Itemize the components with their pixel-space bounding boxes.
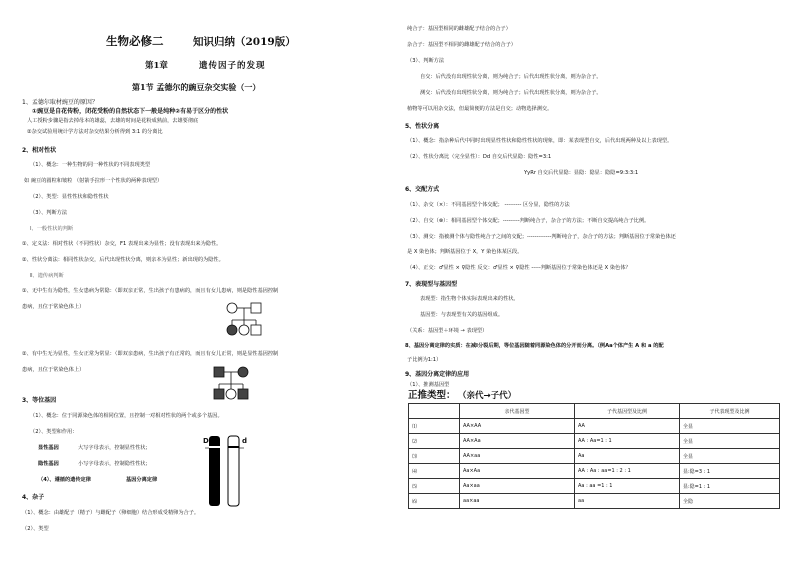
section-heading: 9、基因分离定律的应用 bbox=[405, 371, 470, 378]
table-cell: AA : Aa : aa=1 : 2 : 1 bbox=[575, 464, 680, 479]
table-header-row bbox=[409, 404, 780, 419]
table-cell: aa×aa bbox=[460, 494, 575, 509]
table-cell: 全显 bbox=[680, 419, 780, 434]
doc-title: 生物必修二 bbox=[106, 34, 164, 48]
table-cell: AA×Aa bbox=[460, 434, 575, 449]
term-law: 基因分离定律 bbox=[126, 477, 158, 483]
table-header: 子代表现型及比例 bbox=[680, 404, 780, 419]
table-cell: aa bbox=[575, 494, 680, 509]
text-line: 是 X 染色体；判断基因位于 X，Y 染色体某区段。 bbox=[407, 249, 523, 255]
table-cell: 全隐 bbox=[680, 494, 780, 509]
text-line: （1）、概念：一种生物的同一种性状的不同表现类型 bbox=[30, 162, 151, 168]
table-cell: 显:隐=1 : 1 bbox=[680, 479, 780, 494]
text-line: （2）、性状分离比（完全显性）：Dd 自交后代显隐：隐性=3:1 bbox=[407, 154, 552, 160]
text-line: 患病，且位于常染色体上） bbox=[22, 304, 85, 310]
text-line: ②、有中生无为显性，生女正常为常显：（即双亲患病，生出孩子有正常的，而且有女儿正常，则是显性基因控制 bbox=[22, 351, 279, 357]
section-heading: 2、相对性状 bbox=[22, 147, 57, 154]
text-line: 纯合子：基因型相同的雌雄配子结合的合子） bbox=[407, 26, 511, 32]
gene-label-d: d bbox=[242, 437, 248, 445]
table-cell: ⑷ bbox=[409, 464, 460, 479]
text-line: ②、性状分离法：相同性状杂交，后代出现性状分离，则亲本为显性；新出现的为隐性。 bbox=[22, 257, 224, 263]
section-heading: 5、性状分离 bbox=[405, 123, 440, 130]
text-line: 杂合子：基因型不相同的雌雄配子结合的合子） bbox=[407, 42, 516, 48]
text-line: 植物等可以用杂交法，但最简便的方法是自交；动物选择测交。 bbox=[407, 106, 553, 112]
text-line: ②杂交试验用统计学方法对杂交结果分析得到 3:1 的分离比 bbox=[27, 129, 163, 135]
genotype-table bbox=[408, 403, 780, 509]
text-line: 人工授粉步骤是指去掉母本的雄蕊，去雄的时间是花粉成熟前，去雄要彻底 bbox=[27, 118, 199, 124]
text-line: （2）、类型和作用： bbox=[30, 429, 78, 435]
table-header: 亲代基因型 bbox=[460, 404, 575, 419]
text-line: ①、定义法：相对性状（不同性状）杂交，F1 表现出来为显性；没有表现出来为隐性。 bbox=[22, 241, 222, 247]
table-row bbox=[409, 494, 780, 509]
text-line: （3）、测交：指被测个体与隐性纯合子之间的交配；-------------判断纯合子，杂合子的方法；判断基因位于常染色体还 bbox=[407, 234, 676, 240]
text-line: （1）、概念：位于同源染色体的相同位置，且控制一对相对性状的两个或多个基因。 bbox=[30, 413, 223, 419]
pedigree-recessive-diagram bbox=[222, 300, 282, 338]
text-line: （1）、概念：由雄配子（精子）与雌配子（卵细胞）结合形成受精卵为合子。 bbox=[22, 510, 200, 516]
table-cell: AA : Aa=1 : 1 bbox=[575, 434, 680, 449]
text-line: （2）、类型：显性性状和隐性性状 bbox=[30, 194, 109, 200]
text-line: 小写字母表示，控制隐性性状； bbox=[78, 461, 151, 467]
table-row bbox=[409, 449, 780, 464]
section-heading: 8、基因分离定律的实质：在减Ⅰ分裂后期，等位基因随着同源染色体的分开而分离。（例Aa个体产生 A 和 a 的配 bbox=[405, 343, 664, 349]
text-line: 自交：后代没有出现性状分离，则为纯合子；后代出现性状分离，则为杂合子。 bbox=[420, 74, 602, 80]
text-line: 基因型：与表现型有关的基因组成。 bbox=[420, 312, 504, 318]
text-line: （2）、类型 bbox=[22, 526, 49, 532]
table-row bbox=[409, 479, 780, 494]
forward-type-title: 正推类型： bbox=[408, 390, 456, 401]
text-line: （2）、自交（⊗）：相同基因型个体交配；---------判断纯合子，杂合子的方法；不断自交提高纯合子比例。 bbox=[407, 218, 650, 224]
table-cell: Aa : aa =1 : 1 bbox=[575, 479, 680, 494]
table-row bbox=[409, 464, 780, 479]
table-cell: Aa×aa bbox=[460, 479, 575, 494]
text-line: （1）、推测基因型 bbox=[407, 382, 450, 388]
text-line: 表现型：指生物个体实际表现出来的性状。 bbox=[420, 296, 519, 302]
text-line: （4）、正交：♂显性 × ♀隐性 反交：♂显性 × ♀隐性 -----判断基因位于常染色体还是 X 染色体？ bbox=[407, 265, 631, 271]
section-heading: 4、杂子 bbox=[22, 494, 45, 501]
term-recessive-gene: 隐性基因 bbox=[38, 461, 59, 467]
table-row bbox=[409, 419, 780, 434]
text-line: 患病，且位于常染色体上） bbox=[22, 367, 85, 373]
table-header: 子代基因型及比例 bbox=[575, 404, 680, 419]
table-cell: ⑴ bbox=[409, 419, 460, 434]
text-line: （1）、概念：指杂种后代中同时出现显性性状和隐性性状的现象，即：某表现型自交，后代出现两种及以上表现型。 bbox=[407, 138, 673, 144]
table-cell: ⑹ bbox=[409, 494, 460, 509]
text-line: （4）、遵循的遗传定律 bbox=[38, 477, 91, 483]
section-heading: 6、交配方式 bbox=[405, 186, 440, 193]
text-line: （3）、判断方法 bbox=[407, 58, 445, 64]
text-line: 子比例为1:1） bbox=[407, 357, 442, 363]
text-line: ①、无中生有为隐性，生女患病为常隐：（即双亲正常，生出孩子有患病的，而且有女儿患病，则是隐性基因控制 bbox=[22, 288, 279, 294]
table-header bbox=[409, 404, 460, 419]
subheading: Ⅰ、一般性状的判断 bbox=[30, 226, 74, 232]
table-cell: AA×aa bbox=[460, 449, 575, 464]
text-line: （关系：基因型＋环境 → 表现型） bbox=[407, 328, 488, 334]
text-line: 测交：后代没有出现性状分离，则为纯合子；后代出现性状分离，则为杂合子。 bbox=[420, 90, 602, 96]
table-row bbox=[409, 434, 780, 449]
section-heading: 7、表现型与基因型 bbox=[405, 281, 458, 288]
table-cell: 全显 bbox=[680, 434, 780, 449]
text-line: （1）、杂交（×）：不同基因型个体交配； --------- 区分显，隐性的方法 bbox=[407, 202, 570, 208]
table-cell: Aa bbox=[575, 449, 680, 464]
text-line: YyRr 自交后代显隐：显隐：隐显：隐隐=9:3:3:1 bbox=[524, 170, 639, 176]
table-cell: 显:隐=3 : 1 bbox=[680, 464, 780, 479]
table-cell: ⑵ bbox=[409, 434, 460, 449]
forward-type-subtitle: （亲代→子代） bbox=[458, 391, 517, 401]
chapter-name: 遗传因子的发现 bbox=[199, 61, 266, 71]
pedigree-dominant-diagram bbox=[210, 364, 266, 402]
doc-subtitle: 知识归纳（2019版） bbox=[193, 36, 296, 48]
table-cell: AA bbox=[575, 419, 680, 434]
section-heading: 3、等位基因 bbox=[22, 397, 57, 404]
text-line: （3）、判断方法 bbox=[30, 210, 68, 216]
table-cell: 全显 bbox=[680, 449, 780, 464]
text-line: ①豌豆是自花传粉，闭花受粉的自然状态下一般是纯种②有易于区分的性状 bbox=[32, 108, 229, 115]
table-cell: Aa×Aa bbox=[460, 464, 575, 479]
question-1: 1、孟德尔取材豌豆的原因？ bbox=[22, 99, 98, 106]
chapter-number: 第1章 bbox=[145, 61, 168, 71]
term-dominant-gene: 显性基因 bbox=[38, 445, 59, 451]
subheading: Ⅱ、遗传病判断 bbox=[30, 273, 64, 279]
table-cell: ⑸ bbox=[409, 479, 460, 494]
gene-label-D: D bbox=[203, 437, 209, 445]
table-cell: ⑶ bbox=[409, 449, 460, 464]
text-line: 如 豌豆的圆粒和皱粒 （射箭手拉形一个性状的两种表现型） bbox=[24, 178, 163, 184]
text-line: 大写字母表示，控制显性性状； bbox=[78, 445, 151, 451]
section-title: 第1节 孟德尔的豌豆杂交实验（一） bbox=[132, 82, 261, 92]
table-cell: AA×AA bbox=[460, 419, 575, 434]
